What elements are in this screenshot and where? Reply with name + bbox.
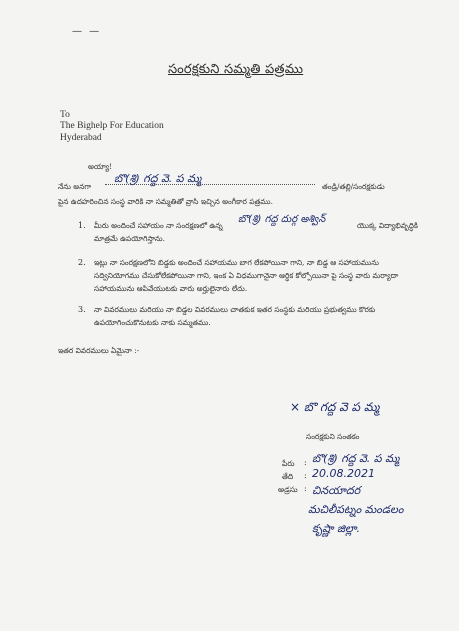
intro-line-2: పైన ఉదహరించిన సంస్థ వారికి నా సమ్మతితో వ్రాసి ఇచ్చిన అంగీకార పత్రము.	[58, 197, 273, 206]
date-value-handwritten: 20.08.2021	[312, 467, 375, 480]
name-dotted-line	[105, 184, 315, 185]
item-1-number: 1.	[78, 221, 86, 230]
to-line: To	[60, 110, 70, 120]
date-colon: :	[304, 471, 307, 480]
address-label: అడ్రసు	[278, 485, 298, 494]
page-title: సంరక్షకుని సమ్మతి పత్రము	[168, 62, 304, 77]
name-value-handwritten: బొ(శ్రి) గద్ద వె. ప మ్మ	[312, 452, 400, 465]
signature-label: సంరక్షకుని సంతకం	[306, 432, 360, 441]
item-2-line-1: ఇట్లు నా సంరక్షణలోని బిడ్డకు అందించే సహాయము బాగ లేకపోయినా గాని, నా బిడ్డ ఆ సహాయమును	[94, 258, 379, 267]
name-colon: :	[304, 458, 307, 467]
item-2-line-3: సహాయమును ఆపివేయుటకు వారు అర్హులైనారు లేదు.	[94, 284, 248, 293]
item-2-number: 2.	[78, 258, 86, 267]
address-line-3-handwritten: కృష్ణా జిల్లా.	[312, 522, 361, 535]
guardian-name-handwritten: బొ(శ్రి) గద్ద వె. ప మ్మ	[114, 172, 202, 185]
item-1-text-a: మీరు అందించే సహాయం నా సంరక్షణలో ఉన్న	[94, 221, 223, 230]
address-colon: :	[304, 484, 307, 493]
date-label: తేది	[282, 472, 294, 481]
item-3-line-1: నా వివరములు మరియు నా బిడ్డల వివరములు చాతకుక ఇతర సంస్థకు మరియు ప్రభుత్వము కొరకు	[94, 305, 376, 314]
other-details-label: ఇతర వివరములు ఏమైనా :-	[58, 346, 140, 355]
item-1-line-2: మాత్రమే ఉపయోగిస్తాను.	[94, 234, 165, 243]
child-name-handwritten: బొ(శ్రి) గద్ద దుర్గ అశ్విన్	[238, 214, 326, 225]
address-line-2-handwritten: మచిలీపట్నం మండలం	[308, 503, 404, 516]
intro-prefix: నేను అనగా	[58, 182, 92, 191]
recipient-city: Hyderabad	[60, 133, 102, 143]
item-1-text-b: యొక్క విద్యాభివృద్ధికి	[357, 221, 418, 230]
recipient-org: The Bighelp For Education	[60, 121, 164, 131]
header-marks: — —	[72, 26, 102, 37]
item-3-number: 3.	[78, 305, 86, 314]
intro-relation: తండ్రి/తల్లి/సంరక్షకుడు	[322, 182, 385, 191]
guardian-signature: × బొ గద్ద వె ప మ్మ	[290, 400, 380, 414]
item-2-line-2: సద్వినియోగము చేసుకోలేకపోయినా గాని, ఇంక ఏ విధముగానైనా ఆర్థిక కోల్పోయినా పై సంస్థ వారు మర్యాదా	[94, 271, 399, 280]
item-3-line-2: ఉపయోగించుకొనుటకు నాకు సమ్మతము.	[94, 318, 211, 327]
address-line-1-handwritten: చినయాదర	[312, 484, 361, 497]
salutation: అయ్యా!	[88, 162, 113, 171]
name-label: పేరు	[282, 459, 295, 468]
